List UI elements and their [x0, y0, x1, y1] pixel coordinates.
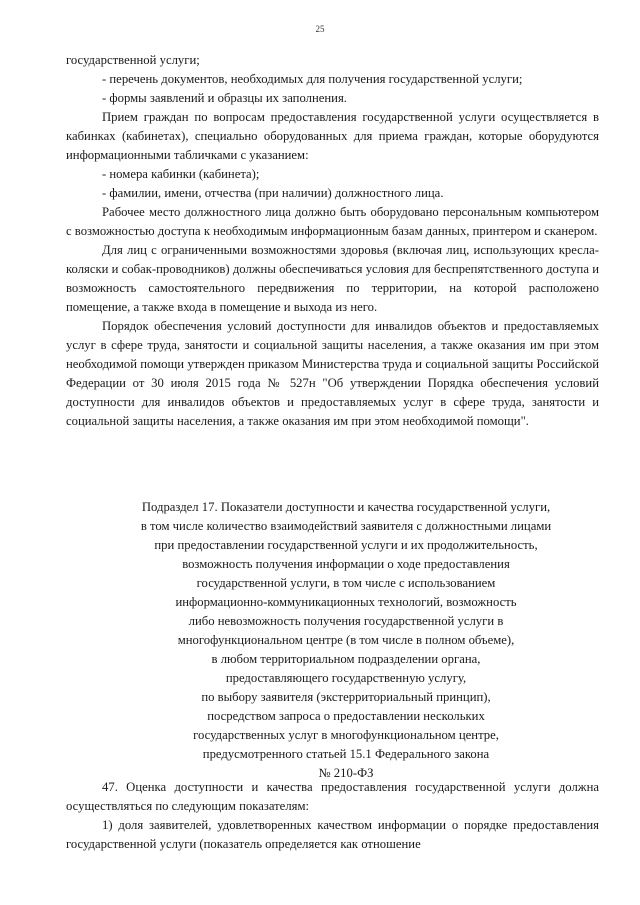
paragraph: - номера кабинки (кабинета); — [102, 167, 260, 181]
paragraph: 47. Оценка доступности и качества предоставления государственной услуги должна осуществляться по следующим показателям: — [66, 780, 599, 813]
paragraph: - перечень документов, необходимых для получения государственной услуги; — [102, 72, 523, 86]
heading-line: в любом территориальном подразделении органа, — [211, 652, 481, 666]
paragraph: - формы заявлений и образцы их заполнения. — [102, 91, 347, 105]
paragraph: государственной услуги; — [66, 53, 200, 67]
heading-line: государственной услуги, в том числе с использованием — [196, 576, 496, 590]
page-number: 25 — [315, 24, 325, 34]
document-body — [66, 51, 599, 431]
heading-line: предоставляющего государственную услугу, — [225, 671, 467, 685]
paragraph: Рабочее место должностного лица должно быть оборудовано персональным компьютером с возможностью доступа к необходимым информационным базам данных, принтером и сканером. — [66, 205, 599, 238]
document-body-continued — [66, 778, 599, 854]
subsection-heading — [96, 498, 596, 783]
paragraph: - фамилии, имени, отчества (при наличии) должностного лица. — [102, 186, 444, 200]
heading-line: предусмотренного статьей 15.1 Федерального закона — [202, 747, 490, 761]
heading-line: возможность получения информации о ходе предоставления — [182, 557, 510, 571]
heading-line: посредством запроса о предоставлении нескольких — [207, 709, 485, 723]
paragraph: Порядок обеспечения условий доступности для инвалидов объектов и предоставляемых услуг в сфере труда, занятости и социальной защиты населения, а также оказания им при этом необходимой помощи утвержден приказом Министерства труда и социальной защиты Российской Федерации от 30 июля 2015 года № 527н "Об утверждении Порядка обеспечения условий доступности для инвалидов объектов и предоставляемых услуг в сфере труда, занятости и социальной защиты населения, а также оказания им при этом необходимой помощи". — [66, 319, 599, 428]
heading-line: Подраздел 17. Показатели доступности и качества государственной услуги, — [141, 500, 551, 514]
paragraph: 1) доля заявителей, удовлетворенных качеством информации о порядке предоставления государственной услуги (показатель определяется как отношение — [66, 818, 599, 851]
heading-line: государственных услуг в многофункциональном центре, — [193, 728, 499, 742]
heading-line: информационно-коммуникационных технологий, возможность — [175, 595, 517, 609]
heading-line: в том числе количество взаимодействий заявителя с должностными лицами — [140, 519, 552, 533]
heading-line: по выбору заявителя (экстерриториальный принцип), — [201, 690, 491, 704]
heading-line: при предоставлении государственной услуги и их продолжительность, — [154, 538, 538, 552]
heading-line: либо невозможность получения государственной услуги в — [188, 614, 504, 628]
heading-line: № 210-ФЗ — [318, 766, 374, 780]
paragraph: Для лиц с ограниченными возможностями здоровья (включая лиц, использующих кресла-коляски и собак-проводников) должны обеспечиваться условия для беспрепятственного доступа и возможность самостоятельного передвижения по территории, на которой расположено помещение, а также входа в помещение и выхода из него. — [66, 243, 599, 314]
heading-line: многофункциональном центре (в том числе в полном объеме), — [177, 633, 515, 647]
paragraph: Прием граждан по вопросам предоставления государственной услуги осуществляется в кабинках (кабинетах), специально оборудованных для приема граждан, которые оборудуются информационными табличками с указанием: — [66, 110, 599, 162]
